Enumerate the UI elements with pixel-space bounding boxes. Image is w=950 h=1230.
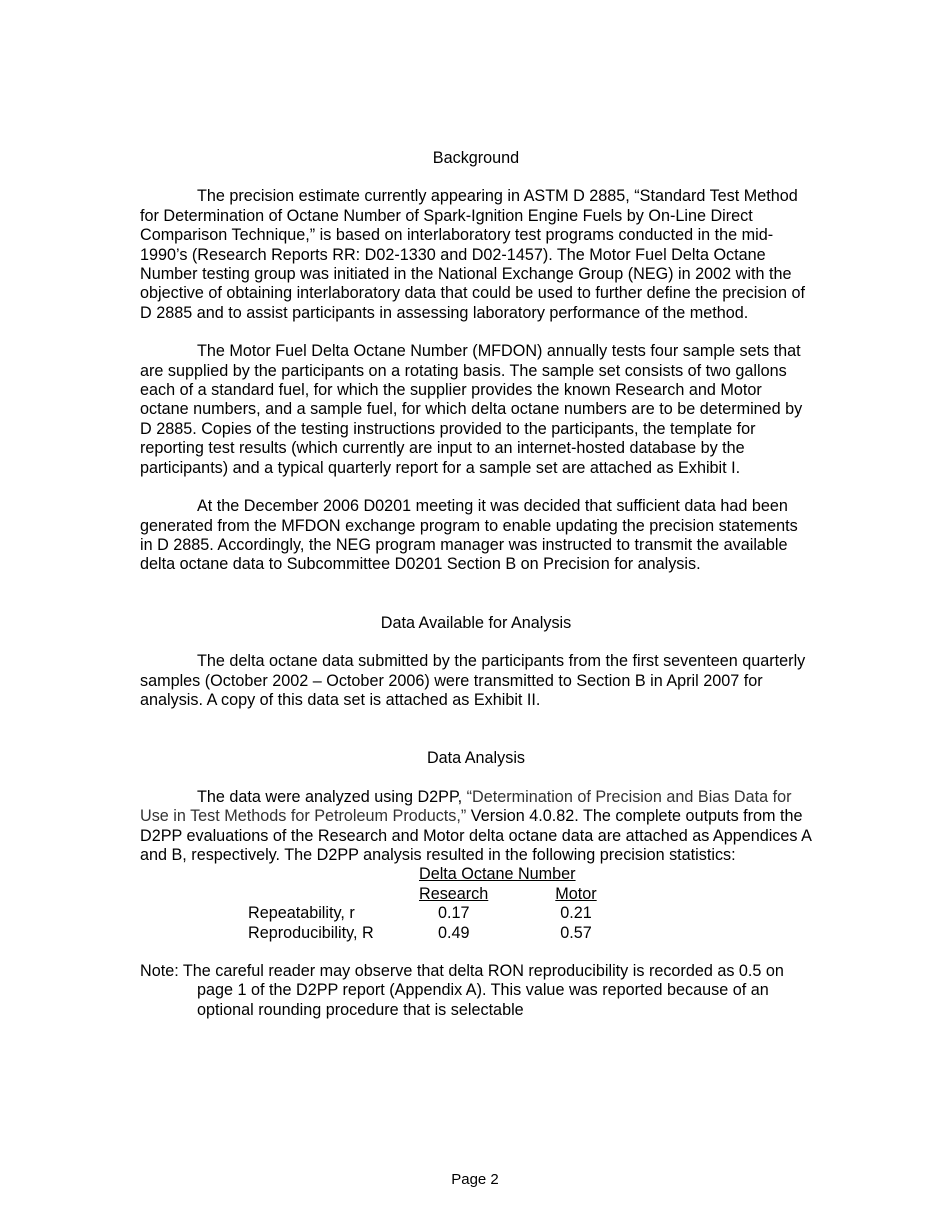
row-label: Repeatability, r: [248, 904, 355, 923]
page-content: [140, 149, 812, 1020]
data-available-heading: Data Available for Analysis: [380, 613, 572, 632]
background-heading: Background: [432, 149, 520, 167]
page-number: Page 2: [451, 1171, 499, 1188]
motor-value: 0.57: [560, 923, 592, 942]
data-analysis-heading: Data Analysis: [426, 749, 526, 768]
background-paragraph-1: The precision estimate currently appearing in ASTM D 2885, “Standard Test Method for Determination of Octane Number of Spark-Ignition Engine Fuels by On-Line Direct Comparison Technique,” is based on interlaboratory test programs conducted in the mid-1990’s (Research Reports RR: D02-1330 and D02-1457). The Motor Fuel Delta Octane Number testing group was initiated in the National Exchange Group (NEG) in 2002 with the objective of obtaining interlaboratory data that could be used to further define the precision of D 2885 and to assist participants in assessing laboratory performance of the method.: [140, 187, 806, 322]
background-paragraph-2: The Motor Fuel Delta Octane Number (MFDON) annually tests four sample sets that are supplied by the participants on a rotating basis. The sample set consists of two gallons each of a standard fuel, for which the supplier provides the known Research and Motor octane numbers, and a sample fuel, for which delta octane numbers are to be determined by D 2885. Copies of the testing instructions provided to the participants, the template for reporting test results (which currently are input to an internet-hosted database by the participants) and a typical quarterly report for a sample set are attached as Exhibit I.: [140, 342, 803, 477]
data-analysis-lead: The data were analyzed using D2PP,: [197, 787, 467, 806]
motor-value: 0.21: [560, 904, 592, 923]
data-available-paragraph: The delta octane data submitted by the participants from the first seventeen quarterly samples (October 2002 – October 2006) were transmitted to Section B in April 2007 for analysis. A copy of this data set is attached as Exhibit II.: [140, 652, 806, 709]
background-paragraph-3: At the December 2006 D0201 meeting it was decided that sufficient data had been generated from the MFDON exchange program to enable updating the precision statements in D 2885. Accordingly, the NEG program manager was instructed to transmit the available delta octane data to Subcommittee D0201 Section B on Precision for analysis.: [140, 497, 798, 574]
row-label: Reproducibility, R: [248, 923, 374, 942]
precision-table-column-header-row: [248, 885, 602, 904]
precision-table-group-header: Delta Octane Number: [419, 865, 576, 884]
d2pp-reference-title: “Determination of Precision and Bias Data for Use in Test Methods for Petroleum Products,”: [140, 787, 792, 826]
precision-table: [248, 865, 602, 943]
table-row: [248, 904, 602, 923]
research-value: 0.49: [438, 923, 470, 942]
column-header-motor: Motor: [555, 884, 597, 903]
research-value: 0.17: [438, 904, 470, 923]
note-paragraph: Note: The careful reader may observe that delta RON reproducibility is recorded as 0.5 on page 1 of the D2PP report (Appendix A). This value was reported because of an optional rounding procedure that is selectable: [140, 962, 784, 1019]
data-analysis-tail: Version 4.0.82. The complete outputs from the D2PP evaluations of the Research and Motor delta octane data are attached as Appendices A and B, respectively. The D2PP analysis resulted in the following precision statistics:: [140, 807, 812, 864]
data-analysis-paragraph: [140, 788, 812, 866]
table-row: [248, 924, 602, 943]
column-header-research: Research: [419, 884, 489, 903]
precision-table-group-header-row: [248, 865, 602, 884]
